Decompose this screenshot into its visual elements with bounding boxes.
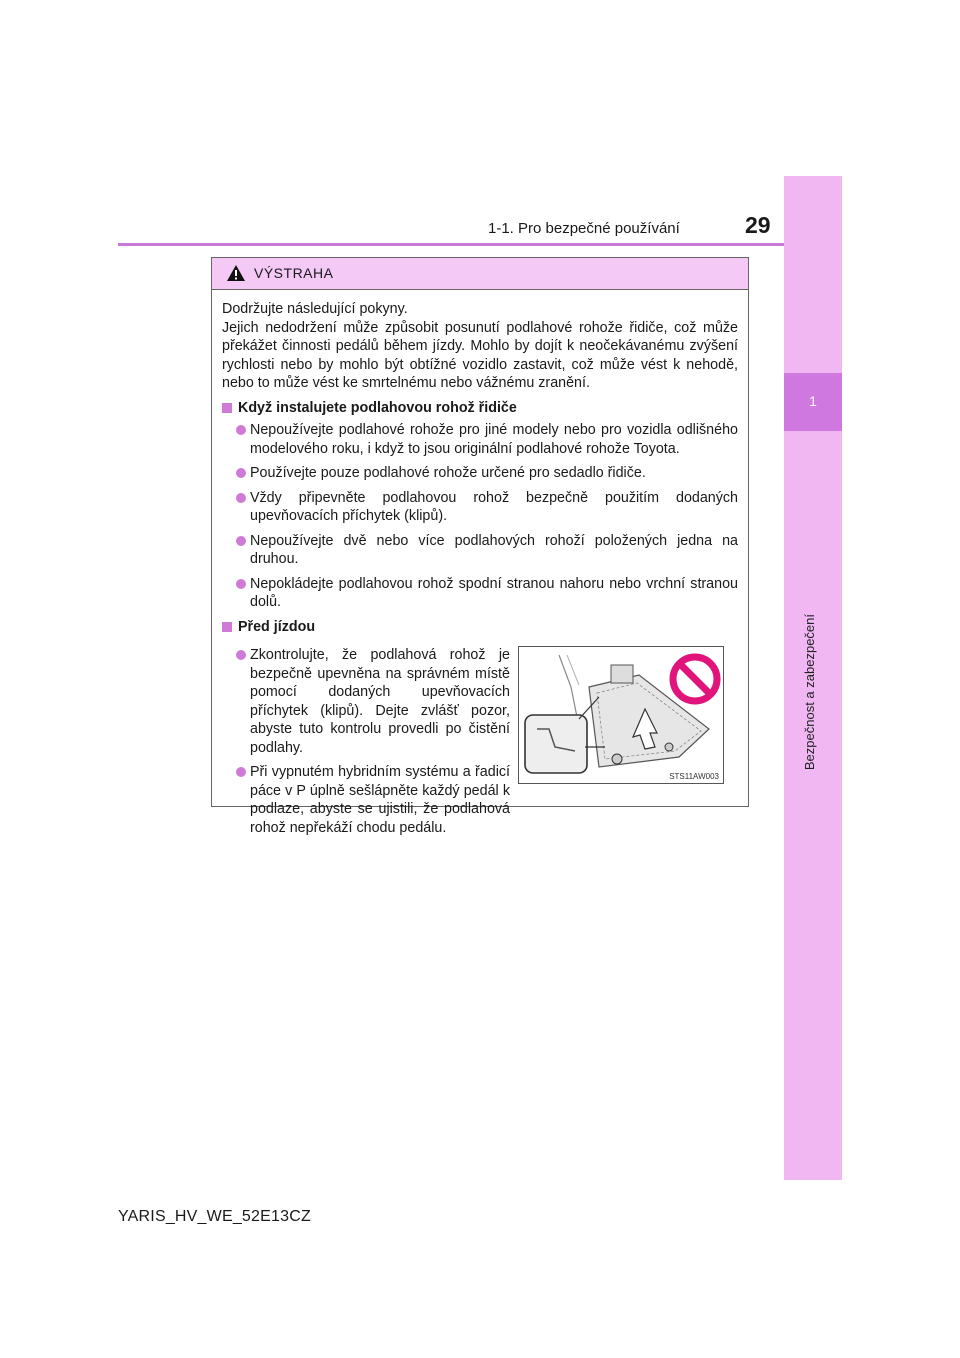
list-item-text: Zkontrolujte, že podlahová rohož je bezpečně upevněna na správném místě pomocí dodaných upevňovacích příchytek (klipů). Dejte zvlášť pozor, abyste tuto kontrolu provedli po čistění podlahy. — [250, 647, 510, 756]
round-bullet-icon — [236, 579, 246, 589]
section-heading-text: Před jízdou — [238, 618, 316, 635]
warning-header — [212, 258, 748, 290]
list-item-text: Vždy připevněte podlahovou rohož bezpečně použitím dodaných upevňovacích příchytek (klipů). — [250, 489, 738, 524]
chapter-number: 1 — [809, 393, 817, 409]
floor-mat-drawing — [519, 647, 723, 783]
left-column — [222, 646, 510, 843]
section-heading — [222, 399, 738, 418]
list-item — [222, 421, 738, 458]
warning-title: VÝSTRAHA — [254, 265, 334, 281]
round-bullet-icon — [236, 536, 246, 546]
warning-intro: Dodržujte následující pokyny. Jejich nedodržení může způsobit posunutí podlahové rohože řidiče, což může překážet činnosti pedálů během jízdy. Mohlo by dojít k neočekávanému zvýšení rychlosti nebo by mohlo být obtížné vozidlo zastavit, což může vést k nehodě, nebo to může vést ke smrtelnému nebo vážnému zranění. — [222, 301, 738, 391]
square-bullet-icon — [222, 403, 232, 413]
round-bullet-icon — [236, 468, 246, 478]
list-item — [222, 763, 510, 837]
round-bullet-icon — [236, 493, 246, 503]
list-item — [222, 646, 510, 757]
floor-mat-illustration — [518, 646, 724, 784]
footer-document-id: YARIS_HV_WE_52E13CZ — [118, 1208, 311, 1225]
section-heading — [222, 618, 738, 637]
warning-body — [212, 290, 748, 843]
header-section-title: 1-1. Pro bezpečné používání — [488, 220, 680, 237]
list-item — [222, 489, 738, 526]
list-item-text: Nepoužívejte podlahové rohože pro jiné modely nebo pro vozidla odlišného modelového roku, i když to jsou originální podlahové rohože Toyota. — [250, 422, 738, 457]
list-item — [222, 532, 738, 569]
square-bullet-icon — [222, 622, 232, 632]
two-column-block — [222, 646, 738, 843]
warning-box — [211, 257, 749, 836]
header-rule — [118, 243, 784, 246]
list-item — [222, 575, 738, 612]
warning-triangle-icon — [226, 264, 246, 282]
round-bullet-icon — [236, 767, 246, 777]
chapter-title: Bezpečnost a zabezpečení — [802, 614, 817, 771]
list-item — [222, 464, 738, 483]
list-item-text: Při vypnutém hybridním systému a řadicí páce v P úplně sešlápněte každý pedál k podlaze, abyste se ujistili, že podlahová rohož nepřekáží chodu pedálu. — [250, 764, 510, 836]
list-item-text: Nepokládejte podlahovou rohož spodní stranou nahoru nebo vrchní stranou dolů. — [250, 575, 738, 610]
page-number: 29 — [745, 212, 771, 238]
list-item-text: Používejte pouze podlahové rohože určené pro sedadlo řidiče. — [250, 465, 646, 481]
round-bullet-icon — [236, 425, 246, 435]
round-bullet-icon — [236, 650, 246, 660]
list-item-text: Nepoužívejte dvě nebo více podlahových rohoží položených jedna na druhou. — [250, 532, 738, 567]
illustration-code: STS11AW003 — [669, 772, 719, 781]
section-heading-text: Když instalujete podlahovou rohož řidiče — [238, 399, 517, 416]
